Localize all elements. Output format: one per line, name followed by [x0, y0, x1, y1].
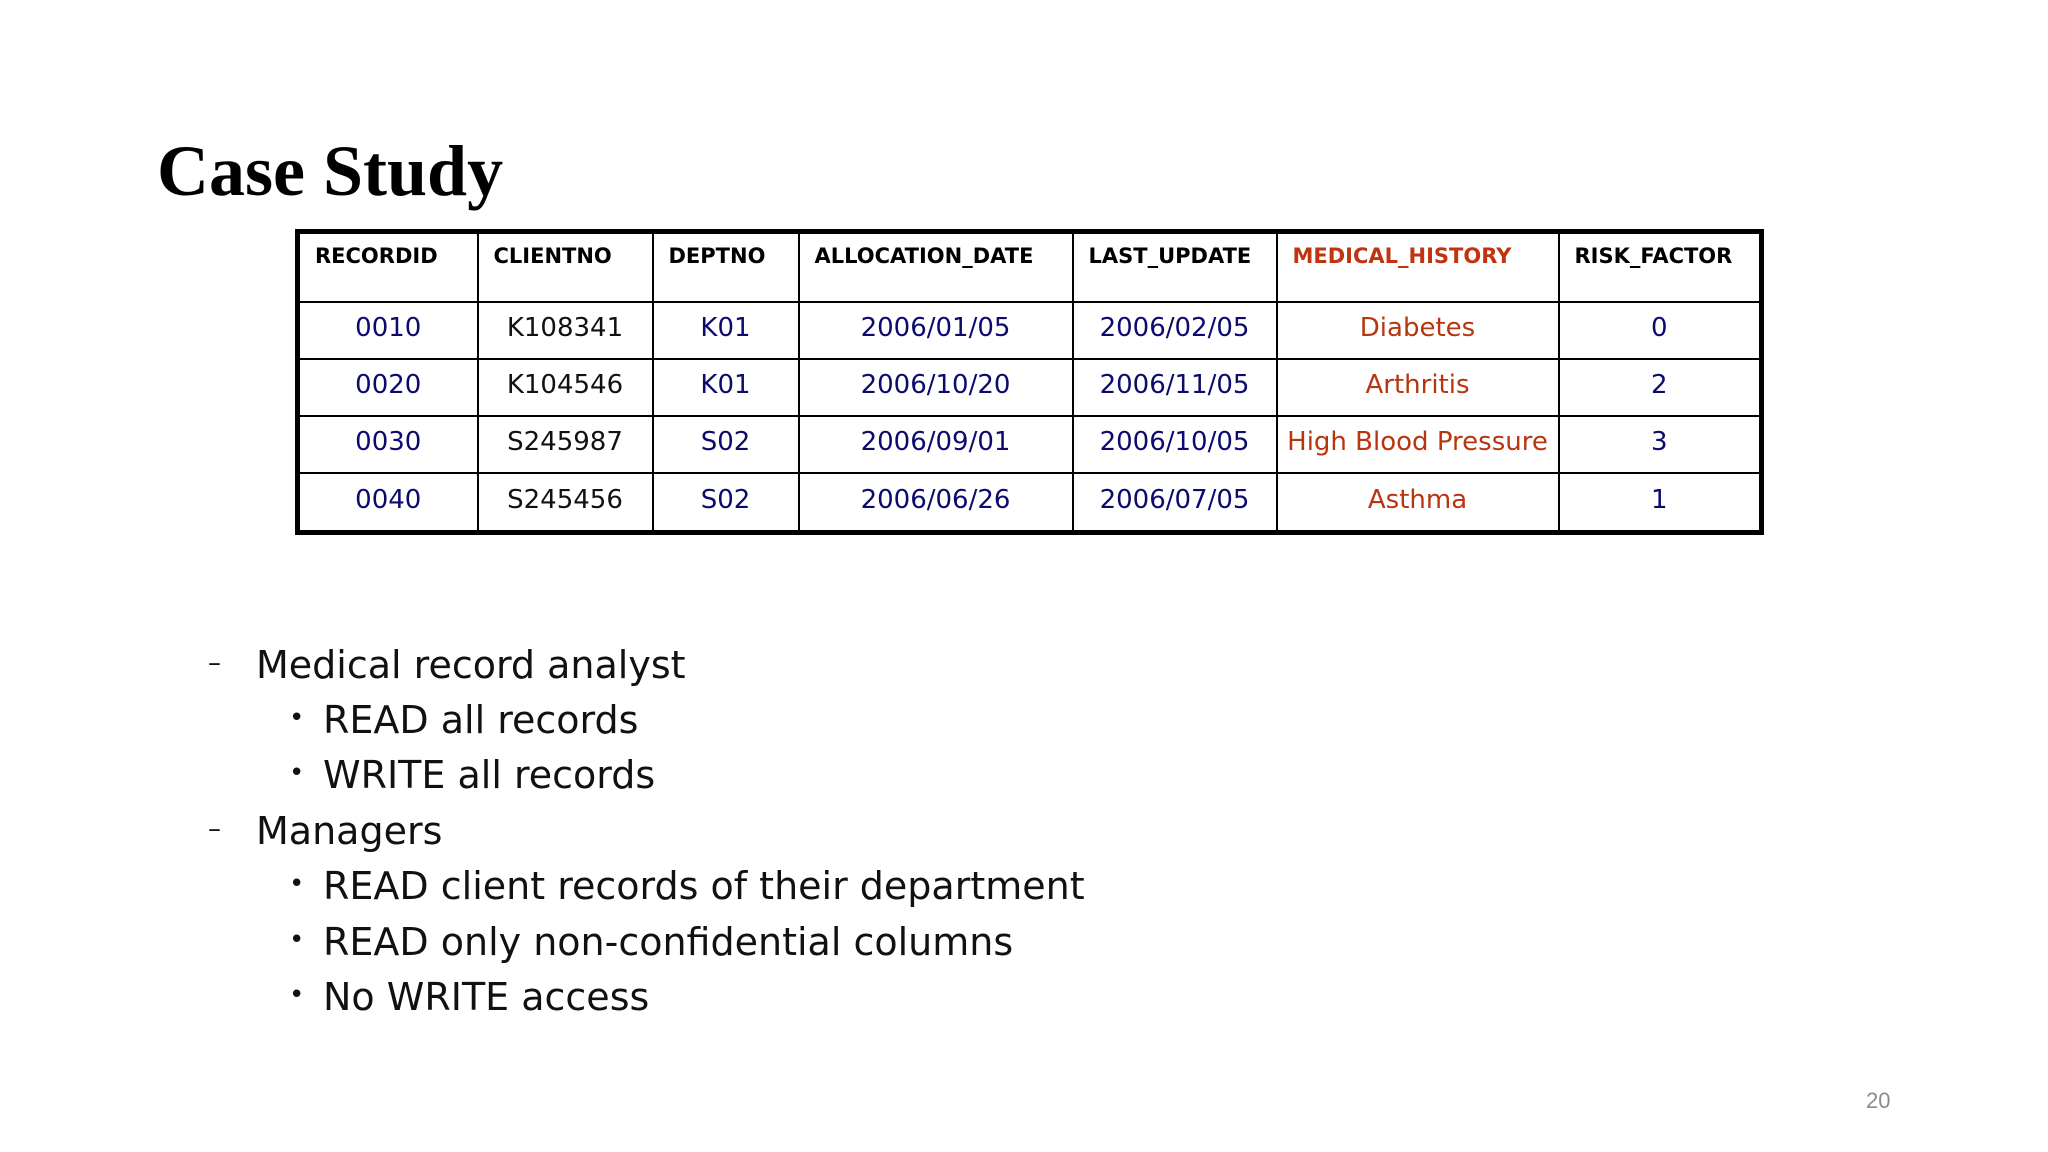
bullet-permission: [289, 864, 1085, 908]
cell-allocation-date: 2006/06/26: [799, 473, 1073, 533]
bullet-permission: [289, 753, 656, 797]
cell-recordid: 0030: [298, 416, 478, 473]
table-row: [298, 473, 1762, 533]
cell-recordid: 0010: [298, 302, 478, 359]
header-deptno: DEPTNO: [653, 232, 799, 302]
bullet-text: Medical record analyst: [256, 643, 686, 687]
bullet-permission: [289, 698, 639, 742]
cell-risk-factor: 1: [1559, 473, 1762, 533]
cell-risk-factor: 2: [1559, 359, 1762, 416]
cell-medical-history: High Blood Pressure: [1277, 416, 1559, 473]
cell-clientno: K104546: [478, 359, 653, 416]
cell-risk-factor: 3: [1559, 416, 1762, 473]
cell-deptno: K01: [653, 359, 799, 416]
cell-allocation-date: 2006/01/05: [799, 302, 1073, 359]
bullet-role: [208, 643, 686, 687]
dot-marker: •: [289, 980, 305, 1010]
header-allocation-date: ALLOCATION_DATE: [799, 232, 1073, 302]
cell-deptno: S02: [653, 473, 799, 533]
bullet-text: WRITE all records: [323, 753, 656, 797]
dot-marker: •: [289, 925, 305, 955]
header-recordid: RECORDID: [298, 232, 478, 302]
dash-marker: –: [208, 814, 221, 844]
header-risk-factor: RISK_FACTOR: [1559, 232, 1762, 302]
cell-risk-factor: 0: [1559, 302, 1762, 359]
cell-deptno: S02: [653, 416, 799, 473]
bullet-permission: [289, 975, 650, 1019]
header-clientno: CLIENTNO: [478, 232, 653, 302]
cell-clientno: S245987: [478, 416, 653, 473]
cell-medical-history: Arthritis: [1277, 359, 1559, 416]
bullet-text: READ only non-confidential columns: [323, 920, 1014, 964]
bullet-permission: [289, 920, 1014, 964]
cell-medical-history: Asthma: [1277, 473, 1559, 533]
table-row: [298, 416, 1762, 473]
bullet-text: No WRITE access: [323, 975, 650, 1019]
dash-marker: –: [208, 648, 221, 678]
cell-last-update: 2006/02/05: [1073, 302, 1277, 359]
cell-clientno: K108341: [478, 302, 653, 359]
cell-medical-history: Diabetes: [1277, 302, 1559, 359]
header-last-update: LAST_UPDATE: [1073, 232, 1277, 302]
cell-clientno: S245456: [478, 473, 653, 533]
bullet-role: [208, 809, 443, 853]
cell-deptno: K01: [653, 302, 799, 359]
table-row: [298, 359, 1762, 416]
dot-marker: •: [289, 758, 305, 788]
cell-allocation-date: 2006/10/20: [799, 359, 1073, 416]
cell-last-update: 2006/10/05: [1073, 416, 1277, 473]
bullet-text: Managers: [256, 809, 443, 853]
bullet-text: READ client records of their department: [323, 864, 1085, 908]
table-row: [298, 302, 1762, 359]
cell-last-update: 2006/07/05: [1073, 473, 1277, 533]
cell-allocation-date: 2006/09/01: [799, 416, 1073, 473]
table-header-row: [298, 232, 1762, 302]
dot-marker: •: [289, 869, 305, 899]
header-medical-history: MEDICAL_HISTORY: [1277, 232, 1559, 302]
slide-title: Case Study: [157, 131, 504, 211]
page-number: 20: [1866, 1088, 1891, 1113]
cell-recordid: 0040: [298, 473, 478, 533]
dot-marker: •: [289, 703, 305, 733]
cell-last-update: 2006/11/05: [1073, 359, 1277, 416]
bullet-text: READ all records: [323, 698, 639, 742]
records-table: [295, 229, 1764, 535]
cell-recordid: 0020: [298, 359, 478, 416]
